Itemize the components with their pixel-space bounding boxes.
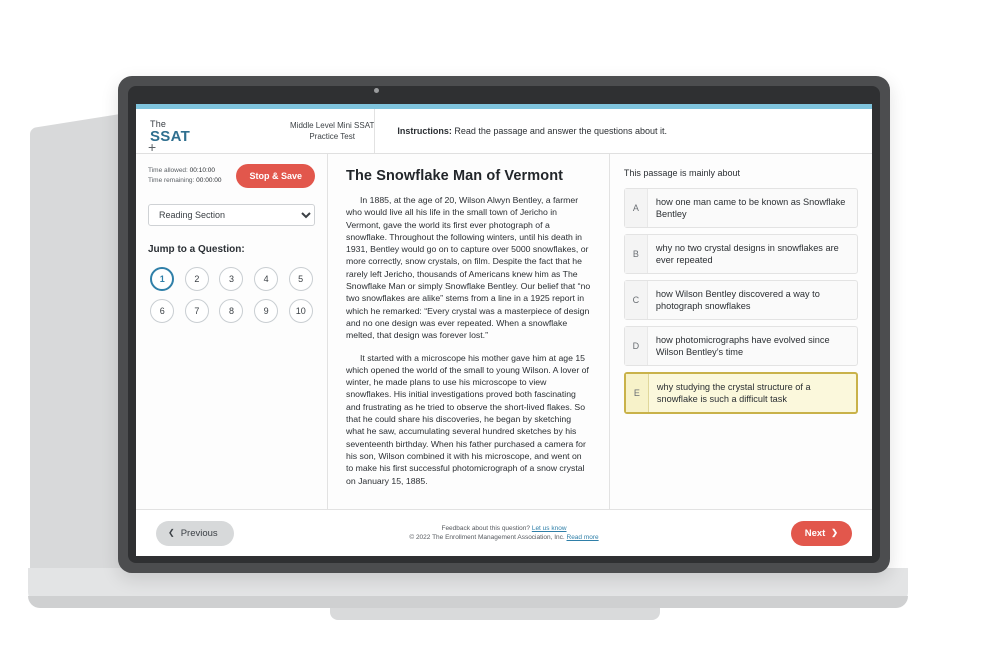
copyright-line bbox=[136, 533, 872, 542]
feedback-text: Feedback about this question? bbox=[441, 525, 531, 532]
time-remaining-label: Time remaining: bbox=[148, 177, 195, 184]
sidebar bbox=[136, 154, 328, 509]
question-stem: This passage is mainly about bbox=[623, 168, 740, 178]
timers bbox=[148, 166, 221, 186]
passage-paragraph-2: It started with a microscope his mother gave him at age 15 which opened the world of the small to young Wilson. A lover of winter, he made plans to use his microscope to view snowflakes. His initial investigations proved both fascinating and frustrating as he tried to observe the short-lived flakes. So that he could share his discoveries, he began by sketching what he saw, accumulating several hundred sketches by his seventeenth birthday. When his father purchased a camera for his son, Wilson combined it with his microscope, and went on to make his first successful photomicrograph of a snow crystal on January 15, 1885. bbox=[346, 352, 589, 486]
test-name bbox=[290, 120, 374, 142]
app-header bbox=[136, 109, 872, 154]
app-footer bbox=[136, 509, 872, 556]
feedback-link[interactable]: Let us know bbox=[531, 525, 567, 532]
answer-choice-b-letter: B bbox=[625, 235, 648, 273]
brand-ssat-text: SSAT bbox=[150, 127, 191, 145]
brand-the-text: The bbox=[150, 118, 167, 129]
time-allowed-label: Time allowed: bbox=[148, 167, 188, 174]
time-allowed bbox=[148, 166, 221, 176]
question-button-8[interactable]: 8 bbox=[219, 299, 243, 323]
answer-choice-c-letter: C bbox=[625, 281, 648, 319]
app-body bbox=[136, 154, 872, 509]
question-number-grid bbox=[148, 267, 315, 323]
answer-choice-a[interactable] bbox=[624, 188, 858, 228]
question-button-9[interactable]: 9 bbox=[254, 299, 278, 323]
read-more-link[interactable]: Read more bbox=[566, 534, 599, 541]
answer-choice-c[interactable] bbox=[624, 280, 858, 320]
copyright-text: © 2022 The Enrollment Management Association, Inc. bbox=[409, 534, 565, 541]
answer-choice-c-text: how Wilson Bentley discovered a way to photograph snowflakes bbox=[655, 289, 820, 311]
instructions-bar bbox=[374, 109, 872, 153]
previous-button-label: Previous bbox=[180, 527, 218, 539]
test-name-line1: Middle Level Mini SSAT bbox=[290, 121, 375, 130]
answer-choice-b[interactable] bbox=[624, 234, 858, 274]
question-button-3[interactable]: 3 bbox=[219, 267, 243, 291]
timer-row bbox=[148, 164, 315, 188]
brand-plus-icon: + bbox=[148, 139, 157, 155]
question-button-6[interactable]: 6 bbox=[150, 299, 174, 323]
webcam-dot bbox=[374, 88, 379, 93]
answer-choice-e-letter: E bbox=[626, 374, 649, 412]
time-remaining bbox=[148, 176, 221, 186]
section-select[interactable] bbox=[148, 204, 315, 226]
chevron-left-icon: ❮ bbox=[168, 528, 175, 537]
passage-title: The Snowflake Man of Vermont bbox=[346, 168, 564, 184]
next-button[interactable] bbox=[791, 521, 852, 546]
question-button-4[interactable]: 4 bbox=[254, 267, 278, 291]
instructions-label: Instructions: bbox=[397, 126, 452, 136]
question-button-7[interactable]: 7 bbox=[185, 299, 209, 323]
answer-choice-e[interactable] bbox=[624, 372, 858, 414]
laptop-foot bbox=[330, 608, 660, 620]
time-remaining-value: 00:00:00 bbox=[196, 177, 222, 184]
footer-center-text bbox=[136, 524, 872, 542]
screen-viewport bbox=[136, 104, 872, 556]
question-button-5[interactable]: 5 bbox=[289, 267, 313, 291]
question-button-10[interactable]: 10 bbox=[289, 299, 313, 323]
answer-choice-d-text: how photomicrographs have evolved since Wilson Bentley’s time bbox=[655, 335, 830, 357]
answer-choice-d-letter: D bbox=[625, 327, 648, 365]
instructions-text: Read the passage and answer the questions about it. bbox=[454, 126, 668, 136]
chevron-right-icon: ❯ bbox=[831, 528, 838, 537]
jump-to-question-label: Jump to a Question: bbox=[148, 244, 245, 255]
next-button-label: Next bbox=[804, 527, 826, 539]
answer-choice-a-text: how one man came to be known as Snowflake Bentley bbox=[655, 197, 846, 219]
question-button-2[interactable]: 2 bbox=[185, 267, 209, 291]
passage-panel bbox=[328, 154, 610, 509]
test-name-line2: Practice Test bbox=[309, 132, 355, 141]
time-allowed-value: 00:10:00 bbox=[189, 167, 215, 174]
passage-paragraph-1: In 1885, at the age of 20, Wilson Alwyn Bentley, a farmer who would live all his life in the small town of Jericho in Vermont, gave the world its first ever photograph of a snowflake. Throughout the following winters, until his death in 1931, Bentley would go on to capture over 5000 snowflakes, or more correctly, snow crystals, on film. Despite the fact that he rarely left Jericho, thousands of Americans knew him as The Snowflake Man or simply Snowflake Bentley. Our belief that “no two snowflakes are alike” stems from a line in a 1925 report in which he remarked: “Every crystal was a masterpiece of design and no one design was ever repeated. When a snowflake melted, that design was forever lost.” bbox=[346, 195, 591, 341]
answer-choice-d[interactable] bbox=[624, 326, 858, 366]
stop-and-save-button[interactable]: Stop & Save bbox=[236, 164, 315, 188]
question-button-1[interactable]: 1 bbox=[150, 267, 174, 291]
question-panel bbox=[610, 154, 872, 509]
answer-choice-e-text: why studying the crystal structure of a snowflake is such a difficult task bbox=[656, 382, 811, 404]
ssat-practice-test-app bbox=[136, 104, 872, 556]
answer-choice-a-letter: A bbox=[625, 189, 648, 227]
feedback-line bbox=[136, 524, 872, 533]
laptop-base-shadow bbox=[28, 596, 908, 608]
answer-choice-b-text: why no two crystal designs in snowflakes are ever repeated bbox=[655, 243, 839, 265]
previous-button[interactable] bbox=[156, 521, 234, 546]
